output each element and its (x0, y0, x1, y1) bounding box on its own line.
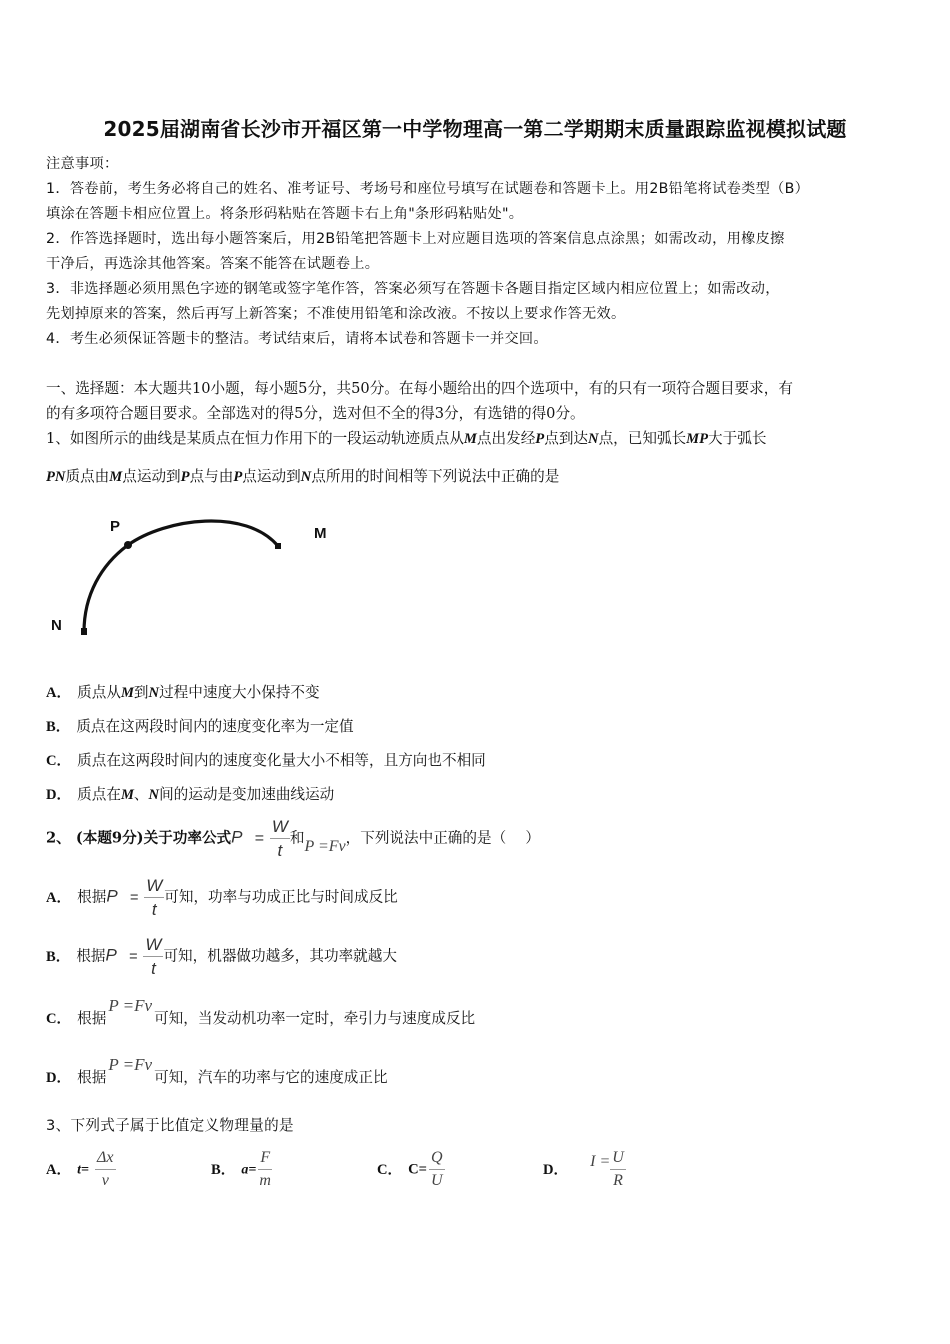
fraction-numerator: W (270, 818, 290, 839)
option-text: 质点从 (77, 684, 121, 701)
q1-text: 质点由 (65, 468, 110, 485)
option-text: 质点在这两段时间内的速度变化率为一定值 (76, 718, 354, 735)
q1-text: 点运动到 (242, 468, 301, 485)
option-label: A． (46, 1161, 72, 1178)
formula-fraction (270, 818, 290, 859)
label-m: M (314, 525, 327, 542)
q1-option-b[interactable] (46, 715, 354, 736)
q3-option-d[interactable] (543, 1150, 626, 1189)
q1-stem-line-1 (46, 427, 766, 448)
fraction-numerator: Q (429, 1150, 445, 1170)
option-text: 可知，功率与功成正比与时间成反比 (164, 888, 398, 906)
q2-option-c[interactable] (46, 996, 476, 1028)
option-text: 可知，汽车的功率与它的速度成正比 (154, 1069, 388, 1086)
q1-option-c[interactable] (46, 749, 486, 770)
option-text: 质点在 (77, 786, 121, 803)
q1-text: 点出发经 (476, 430, 536, 447)
var-p: P (180, 469, 190, 485)
fraction-numerator: Δx (95, 1150, 116, 1170)
notice-line-7: 4．考生必须保证答题卡的整洁。考试结束后，请将本试卷和答题卡一并交回。 (46, 331, 548, 347)
notice-line-1: 1．答卷前，考生务必将自己的姓名、准考证号、考场号和座位号填写在试题卷和答题卡上。用2B铅笔将试卷类型（B） (46, 181, 810, 197)
label-p: P (110, 518, 121, 535)
option-label: C． (46, 1011, 72, 1027)
formula-lhs: t= (77, 1162, 90, 1178)
fraction-denominator: m (259, 1172, 271, 1189)
q1-text: 1、如图所示的曲线是某质点在恒力作用下的一段运动轨迹质点从 (46, 430, 464, 447)
var-m: M (120, 685, 134, 701)
q3-stem: 3、下列式子属于比值定义物理量的是 (46, 1117, 294, 1134)
formula-pfv: P =Fv (108, 1055, 153, 1074)
q2-stem (46, 818, 540, 859)
q3-option-a[interactable] (46, 1150, 116, 1189)
fraction-numerator: U (610, 1150, 626, 1170)
option-label: A． (46, 889, 72, 906)
option-label: B． (211, 1161, 236, 1178)
notice-heading: 注意事项： (46, 156, 119, 172)
option-label: D． (543, 1161, 569, 1178)
q2-text: 2、 (本题9分)关于功率公式 (46, 829, 232, 847)
var-n: N (588, 431, 599, 447)
formula-lhs: P (105, 945, 117, 965)
q1-stem-line-2 (46, 465, 559, 486)
formula-pfv: P =Fv (304, 837, 346, 855)
var-m: M (120, 787, 134, 803)
option-text: 根据 (77, 1069, 107, 1086)
q2-option-b[interactable]: B． 根据P = $\frac{W}{t}$ 可知，机器做功越多，其功率就越大 (46, 935, 397, 978)
option-label: A． (46, 685, 72, 701)
q1-text: 点运动到 (122, 468, 181, 485)
q1-text: 点，已知弧长 (598, 430, 687, 447)
q3-option-c[interactable] (377, 1150, 445, 1189)
q1-option-d[interactable] (46, 783, 334, 804)
notice-line-2: 填涂在答题卡相应位置上。将条形码粘贴在答题卡右上角"条形码粘贴处"。 (46, 206, 524, 222)
trajectory-figure (46, 500, 346, 650)
fraction-numerator: W (143, 936, 163, 957)
q2-text: 和 (289, 829, 305, 847)
var-n: N (300, 469, 312, 485)
section-instructions-line-2: 的有多项符合题目要求。全部选对的得5分，选对但不全的得3分，有选错的得0分。 (46, 405, 585, 422)
q1-option-a[interactable] (46, 681, 320, 702)
q2-option-d[interactable] (46, 1055, 388, 1087)
formula-lhs: a= (241, 1162, 257, 1178)
q1-text: 大于弧长 (708, 430, 767, 447)
label-n: N (51, 617, 62, 634)
var-m: M (109, 469, 123, 485)
formula-fraction (143, 936, 163, 977)
q2-option-a[interactable]: A． 根据P = $\frac{W}{t}$ 可知，功率与功成正比与时间成反比 (46, 876, 398, 919)
option-text: 根据 (77, 888, 107, 906)
option-text: 间的运动是变加速曲线运动 (159, 786, 335, 803)
formula-fraction (95, 1150, 116, 1189)
notice-line-5: 3．非选择题必须用黑色字迹的钢笔或签字笔作答，答案必须写在答题卡各题目指定区域内相应位置上；如需改动， (46, 281, 780, 297)
fraction-denominator: t (277, 841, 283, 860)
fraction-denominator: v (101, 1172, 109, 1189)
option-text: 根据 (76, 947, 106, 965)
formula-lhs: C= (408, 1161, 427, 1178)
formula-lhs: P (106, 886, 118, 906)
fraction-numerator: W (144, 877, 164, 898)
formula-fraction (144, 877, 164, 918)
option-label: D． (46, 1070, 72, 1086)
var-p: P (233, 469, 243, 485)
formula-lhs: P (231, 827, 243, 847)
option-label: B． (46, 948, 71, 965)
q1-text: 点到达 (544, 430, 589, 447)
notice-line-3: 2．作答选择题时，选出每小题答案后，用2B铅笔把答题卡上对应题目选项的答案信息点涂黑；如需改动，用橡皮擦 (46, 231, 785, 247)
formula-eq: = (254, 829, 264, 847)
var-n: N (148, 685, 160, 701)
fraction-denominator: t (151, 959, 156, 978)
var-p: P (535, 431, 545, 447)
notice-line-4: 干净后，再选涂其他答案。答案不能答在试题卷上。 (46, 256, 380, 272)
option-label: C． (46, 753, 72, 769)
option-text: 可知，机器做功越多，其功率就越大 (163, 947, 397, 965)
fraction-denominator: U (431, 1172, 443, 1189)
notice-line-6: 先划掉原来的答案，然后再写上新答案；不准使用铅笔和涂改液。不按以上要求作答无效。 (46, 306, 626, 322)
option-text: 、 (133, 786, 149, 803)
formula-fraction (429, 1150, 445, 1189)
option-text: 根据 (77, 1010, 107, 1027)
section-instructions-line-1: 一、选择题：本大题共10小题，每小题5分，共50分。在每小题给出的四个选项中，有的只有一项符合题目要求，有 (46, 380, 793, 397)
q2-text: ，下列说法中正确的是（ ） (345, 829, 540, 847)
formula-fraction (610, 1150, 626, 1189)
option-text: 到 (133, 684, 149, 701)
formula-lhs: I = (590, 1152, 611, 1170)
q3-option-b[interactable] (211, 1150, 272, 1189)
option-label: C． (377, 1161, 403, 1178)
var-mp: MP (686, 431, 709, 447)
var-n: N (148, 787, 160, 803)
page-title: 2025届湖南省长沙市开福区第一中学物理高一第二学期期末质量跟踪监视模拟试题 (103, 117, 847, 141)
trajectory-curve-icon (46, 500, 346, 650)
option-text: 可知，当发动机功率一定时，牵引力与速度成反比 (154, 1010, 476, 1027)
var-pn: PN (46, 469, 66, 485)
q1-text: 点所用的时间相等下列说法中正确的是 (311, 468, 560, 485)
var-m: M (463, 431, 477, 447)
fraction-numerator: F (258, 1150, 272, 1170)
q1-text: 点与由 (189, 468, 234, 485)
formula-pfv: P =Fv (108, 996, 153, 1015)
option-text: 质点在这两段时间内的速度变化量大小不相等，且方向也不相同 (77, 752, 486, 769)
option-text: 过程中速度大小保持不变 (159, 684, 320, 701)
fraction-denominator: t (151, 900, 157, 919)
formula-fraction (258, 1150, 272, 1189)
option-label: D． (46, 787, 72, 803)
option-label: B． (46, 719, 71, 735)
fraction-denominator: R (613, 1172, 623, 1189)
